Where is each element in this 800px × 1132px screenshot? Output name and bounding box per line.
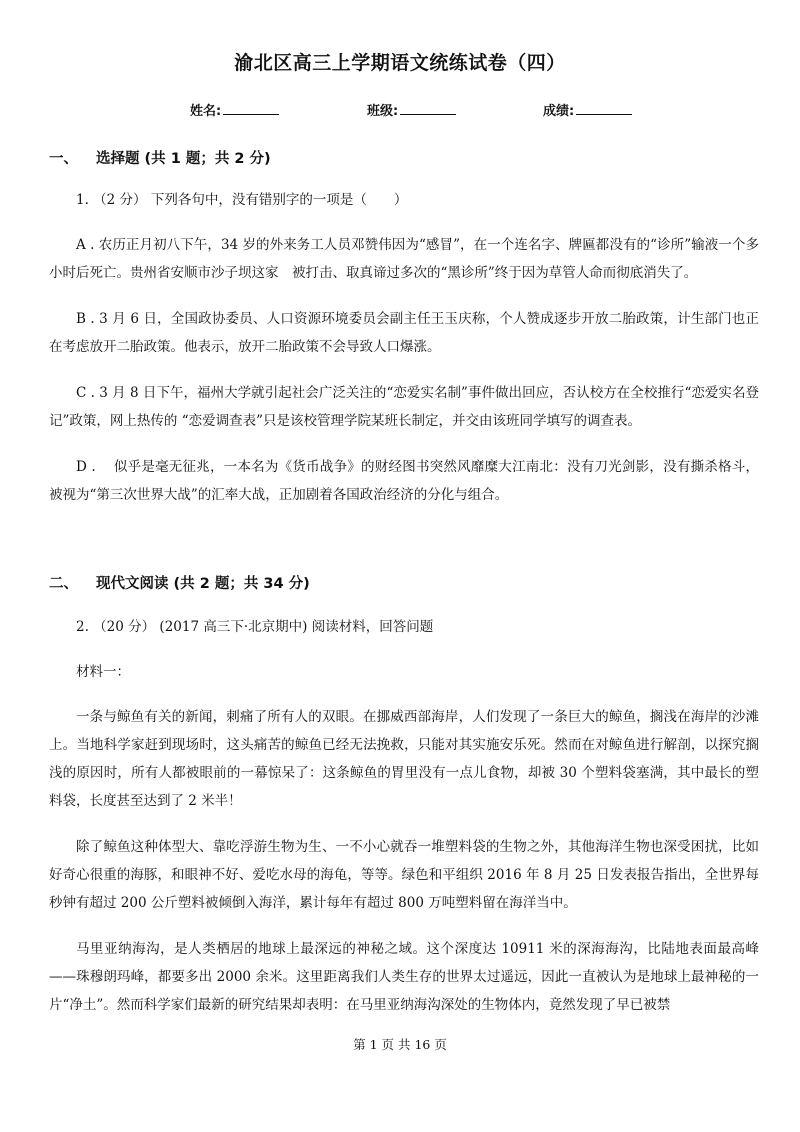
class-label: 班级: [367, 104, 399, 119]
name-label: 姓名: [190, 104, 222, 119]
name-field [190, 100, 279, 119]
question-2 [49, 613, 759, 1019]
question-1 [49, 186, 759, 509]
paragraph: 马里亚纳海沟，是人类栖居的地球上最深远的神秘之域。这个深度达 10911 米的深海海沟，比陆地表面最高峰——珠穆朗玛峰，都要多出 2000 余米。这里距离我们人类生存的世界太过遥远，因此一直被认为是地球上最神秘的一片“净土”。然而科学家们最新的研究结果却表明：在马里亚纳海沟深处的生物体内，竟然发现了早已被禁 [49, 941, 760, 1013]
section-heading-2 [49, 572, 310, 593]
option-c: C . 3 月 8 日下午，福州大学就引起社会广泛关注的“恋爱实名制”事件做出回应，否认校方在全校推行“恋爱实名登记”政策，网上热传的 “恋爱调查表”只是该校管理学院某班长制定，并交由该班同学填写的调查表。 [49, 385, 759, 429]
page-footer: 第 1 页 共 16 页 [353, 1037, 447, 1052]
option-d: D . 似乎是毫无征兆，一本名为《货币战争》的财经图书突然风靡糜大江南北：没有刀光剑影，没有撕杀格斗，被视为“第三次世界大战”的汇率大战，正加剧着各国政治经济的分化与组合。 [49, 459, 759, 503]
score-blank [576, 101, 632, 115]
paragraph: 一条与鲸鱼有关的新闻，刺痛了所有人的双眼。在挪威西部海岸，人们发现了一条巨大的鲸鱼，搁浅在海岸的沙滩上。当地科学家赶到现场时，这头痛苦的鲸鱼已经无法挽救，只能对其实施安乐死。然而在对鲸鱼进行解剖，以探究搁浅的原因时，所有人都被眼前的一幕惊呆了：这条鲸鱼的胃里没有一点儿食物，却被 30 个塑料袋塞满，其中最长的塑料袋，长度甚至达到了 2 米半！ [49, 709, 759, 809]
section-heading-1 [49, 147, 271, 168]
section-number: 二、 [49, 576, 78, 592]
material-label: 材料一： [76, 664, 130, 680]
page-title: 渝北区高三上学期语文统练试卷（四） [234, 52, 566, 74]
question-stem: 2. （20 分） (2017 高三下·北京期中) 阅读材料，回答问题 [76, 619, 434, 635]
name-blank [223, 101, 279, 115]
option-b: B . 3 月 6 日，全国政协委员、人口资源环境委员会副主任王玉庆称，个人赞成逐步开放二胎政策，计生部门也正在考虑放开二胎政策。他表示，放开二胎政策不会导致人口爆涨。 [49, 311, 759, 355]
section-number: 一、 [49, 151, 78, 167]
section-title: 现代文阅读 (共 2 题；共 34 分) [96, 576, 310, 592]
section-title: 选择题 (共 1 题；共 2 分) [96, 151, 271, 167]
score-field [543, 100, 632, 119]
option-a: A . 农历正月初八下午，34 岁的外来务工人员邓赞伟因为“感冒”，在一个连名字、牌匾都没有的“诊所”输液一个多小时后死亡。贵州省安顺市沙子坝这家 被打击、取真谛过多次的“黑诊所”终于因为草管人命而彻底消失了。 [49, 237, 759, 281]
question-stem: 1. （2 分） 下列各句中，没有错别字的一项是（ ） [76, 192, 408, 208]
class-field [367, 100, 456, 119]
paragraph: 除了鲸鱼这种体型大、靠吃浮游生物为生、一不小心就吞一堆塑料袋的生物之外，其他海洋生物也深受困扰，比如好奇心很重的海豚，和眼神不好、爱吃水母的海龟，等等。绿色和平组织 2016 年 8 月 25 日发表报告指出，全世界每秒钟有超过 200 公斤塑料被倾倒入海洋，累计每年有超过 800 万吨塑料留在海洋当中。 [49, 839, 759, 911]
score-label: 成绩: [543, 104, 575, 119]
class-blank [400, 101, 456, 115]
